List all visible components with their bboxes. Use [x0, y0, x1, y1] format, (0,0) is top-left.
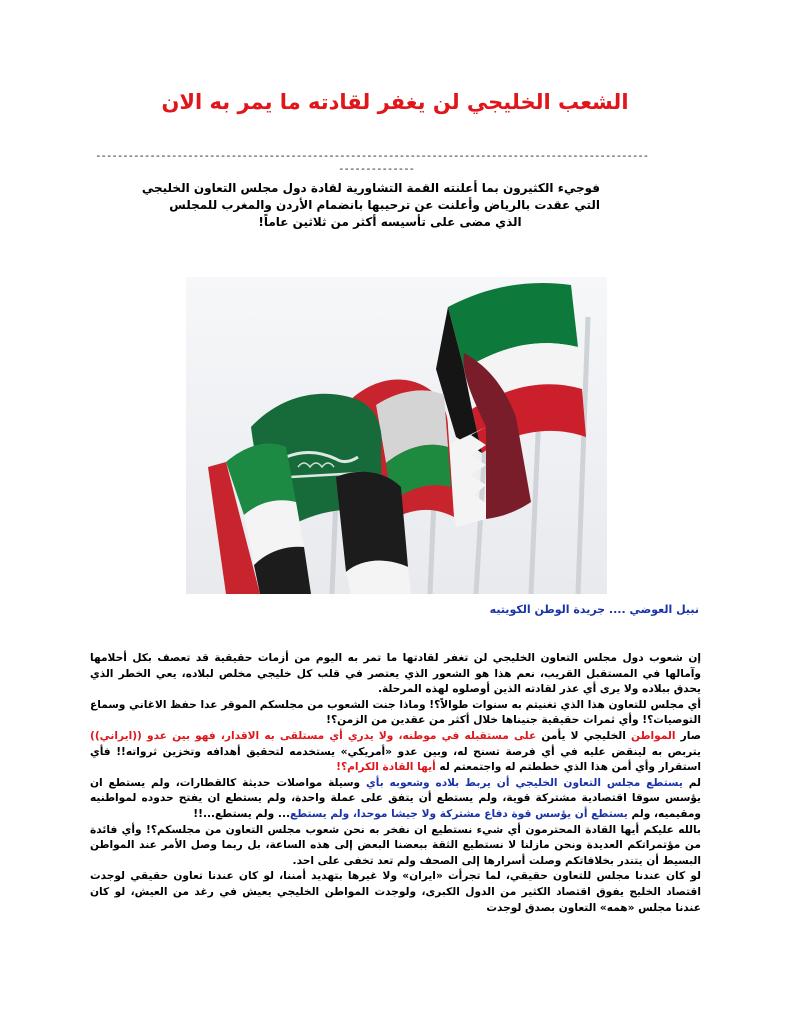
highlight-red: أيها القادة الكرام؟! [336, 761, 436, 774]
body-paragraph: إن شعوب دول مجلس التعاون الخليجي لن تغفر لقادتها ما تمر به اليوم من أزمات حقيقية قد تعصف بكل أحلامها وآمالها في المستقبل القريب، نعم هذا هو الشعور الذي يعتصر في قلب كل خليجي مخلص لبلاده، يعي الخطر الذي يحدق ببلاده ولا يرى أي عذر لقادته الذين أوصلوه لهذه المرحلة. [90, 652, 701, 696]
intro-line: الذي مضى على تأسيسه أكثر من ثلاثين عاماً! [258, 215, 522, 229]
body-paragraph: بالله عليكم أيها القادة المحترمون أي شيء نستطيع ان نفخر به نحن شعوب مجلس التعاون من مجلسكم؟! وأي فائدة من مؤتمراتكم العديدة ونحن مازلنا لا نستطيع الثقة ببعضنا البعض إلى هذه الساعة، بل ربما وصل الأمر عند المواطن البسيط أن يتندر بخلافاتكم وصلت أسرارها إلى الصحف ولم تعد تخفى على احد. [90, 823, 701, 867]
separator-line: ------------------------------------------------------------------------------------------------------ [95, 150, 649, 162]
article-title: الشعب الخليجي لن يغفر لقادته ما يمر به الان [161, 90, 629, 114]
article-byline: نبيل العوضي .... جريدة الوطن الكويتيه [489, 603, 699, 616]
body-paragraph: لو كان عندنا مجلس للتعاون حقيقي، لما تجرأت «ايران» ولا غيرها بتهديد أمننا، لو كان عندنا تعاون حقيقي لوجدت اقتصاد الخليج يفوق اقتصاد الكثير من الدول الكبرى، ولوجدت المواطن الخليجي يعيش في رغد من العيش، لو كان عندنا مجلس «همه» التعاون بصدق لوجدت [90, 870, 701, 914]
gulf-flags-photo [186, 277, 607, 594]
body-text-span: لم [682, 776, 701, 789]
body-text-span: صار [675, 729, 701, 742]
highlight-red: المواطن [631, 729, 676, 742]
separator-line-tail: -------------- [338, 162, 414, 175]
intro-line: فوجيء الكثيرون بما أعلنته القمة التشاورية لقادة دول مجلس التعاون الخليجي [141, 181, 600, 195]
article-intro [141, 180, 600, 231]
body-paragraph: أي مجلس للتعاون هذا الذي تغنيتم به سنوات طوالاً؟! وماذا جنت الشعوب من مجلسكم الموقر عدا حفظ الاغاني وسماع التوصيات؟! وأي ثمرات حقيقية جنيناها خلال أكثر من عقدين من الزمن؟! [90, 698, 701, 727]
highlight-red: على مستقبله في موطنه، ولا يدري أي مستلقى به الاقدار، فهو بين عدو ((ايراني)) [90, 729, 537, 742]
article-body [90, 651, 701, 916]
body-text-span: ... ولم يستطع...!! [193, 807, 290, 820]
highlight-blue: يستطع مجلس التعاون الخليجي أن يربط بلاده وشعوبه بأي [366, 776, 683, 789]
body-text-span: يتربص به لينقض عليه في أي فرصة تسنح له، وبين عدو «أمريكي» يستخدمه لتحقيق أهدافه وتخزين ثرواته!! فأي استقرار وأي أمن هذا الذي خططتم له واجتمعتم له [90, 745, 701, 774]
body-paragraph [90, 729, 701, 776]
intro-line: التي عقدت بالرياض وأعلنت عن ترحيبها بانضمام الأردن والمغرب للمجلس [169, 198, 600, 212]
dark-flag [336, 472, 411, 594]
body-paragraph [90, 776, 701, 823]
highlight-blue: يستطع أن يؤسس قوة دفاع مشتركة ولا جيشا موحدا، ولم يستطع [290, 807, 628, 820]
body-text-span: وسيلة مواصلات حديثة كالقطارات، ولم يستطع ان يؤسس سوقا اقتصادية مشتركة قوية، ولم يستطع أن يتفق على عملة واحدة، ولم يستطع ان يفتح حدوده لمواطنيه ومقيميه، ولم [90, 776, 701, 820]
body-text-span: الخليجي لا يأمن [536, 729, 632, 742]
